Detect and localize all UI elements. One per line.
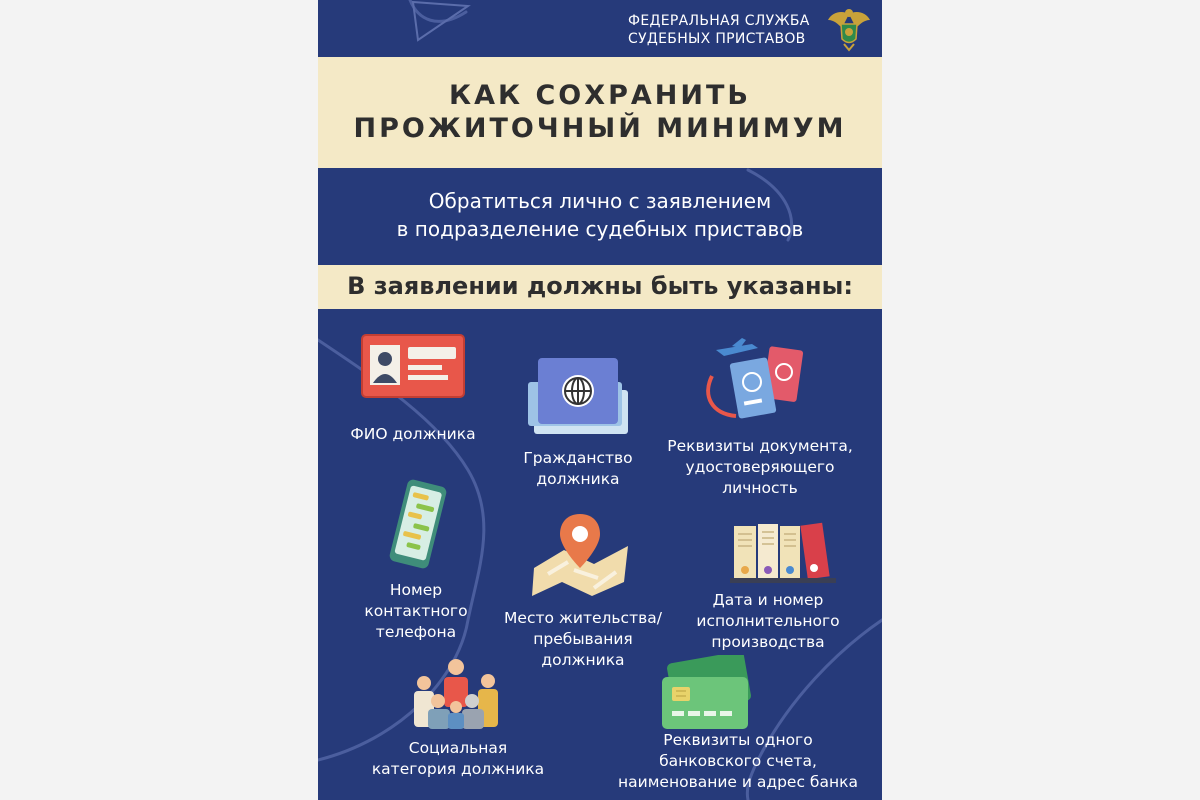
smartphone-chat-icon xyxy=(376,478,456,570)
caption-line: телефона xyxy=(375,623,457,641)
item-caption-1 xyxy=(318,424,508,445)
subtitle-line1: Обратиться лично с заявлением xyxy=(428,189,772,213)
title-line1: КАК СОХРАНИТЬ xyxy=(449,80,751,111)
caption-line: Дата и номер xyxy=(712,591,824,609)
caption-line: производства xyxy=(711,633,825,651)
caption-line: Гражданство xyxy=(523,449,633,467)
agency-name-line1: ФЕДЕРАЛЬНАЯ СЛУЖБА xyxy=(628,13,810,29)
infographic-poster xyxy=(318,0,882,800)
caption-line: наименование и адрес банка xyxy=(618,773,858,791)
caption-line: Реквизиты одного xyxy=(663,731,813,749)
map-pin-icon xyxy=(528,512,632,598)
subtitle xyxy=(318,187,882,243)
agency-name xyxy=(628,12,818,48)
binders-icon xyxy=(730,520,836,584)
requirements-band xyxy=(318,265,882,309)
caption-line: контактного xyxy=(364,602,468,620)
item-caption-3 xyxy=(643,436,877,499)
item-caption-7 xyxy=(348,738,568,780)
caption-line: Номер xyxy=(389,581,443,599)
passport-globe-icon xyxy=(524,352,628,438)
page-title xyxy=(318,79,882,145)
subtitle-line2: в подразделение судебных приставов xyxy=(396,217,804,241)
item-caption-6 xyxy=(673,590,863,653)
caption-line: категория должника xyxy=(371,760,545,778)
title-line2: ПРОЖИТОЧНЫЙ МИНИМУМ xyxy=(353,113,847,144)
id-card-icon xyxy=(360,333,466,399)
caption-line: пребывания xyxy=(533,630,633,648)
caption-line: Реквизиты документа, xyxy=(667,437,853,455)
requirements-heading: В заявлении должны быть указаны: xyxy=(347,272,853,300)
title-box xyxy=(318,57,882,168)
caption-line: удостоверяющего xyxy=(685,458,835,476)
caption-line: банковского счета, xyxy=(659,752,817,770)
caption-line: личность xyxy=(722,479,798,497)
item-caption-8 xyxy=(608,730,868,793)
caption-line: должника xyxy=(536,470,620,488)
travel-documents-icon xyxy=(702,336,806,422)
caption-line: Социальная xyxy=(408,739,508,757)
item-caption-2 xyxy=(498,448,658,490)
item-caption-5 xyxy=(488,608,678,671)
emblem-icon xyxy=(826,6,872,52)
bank-card-icon xyxy=(656,655,756,731)
people-group-icon xyxy=(406,655,506,729)
caption-line: исполнительного xyxy=(696,612,840,630)
caption-line: ФИО должника xyxy=(350,425,476,443)
caption-line: Место жительства/ xyxy=(504,609,662,627)
caption-line: должника xyxy=(541,651,625,669)
item-caption-4 xyxy=(336,580,496,643)
agency-name-line2: СУДЕБНЫХ ПРИСТАВОВ xyxy=(628,31,806,47)
